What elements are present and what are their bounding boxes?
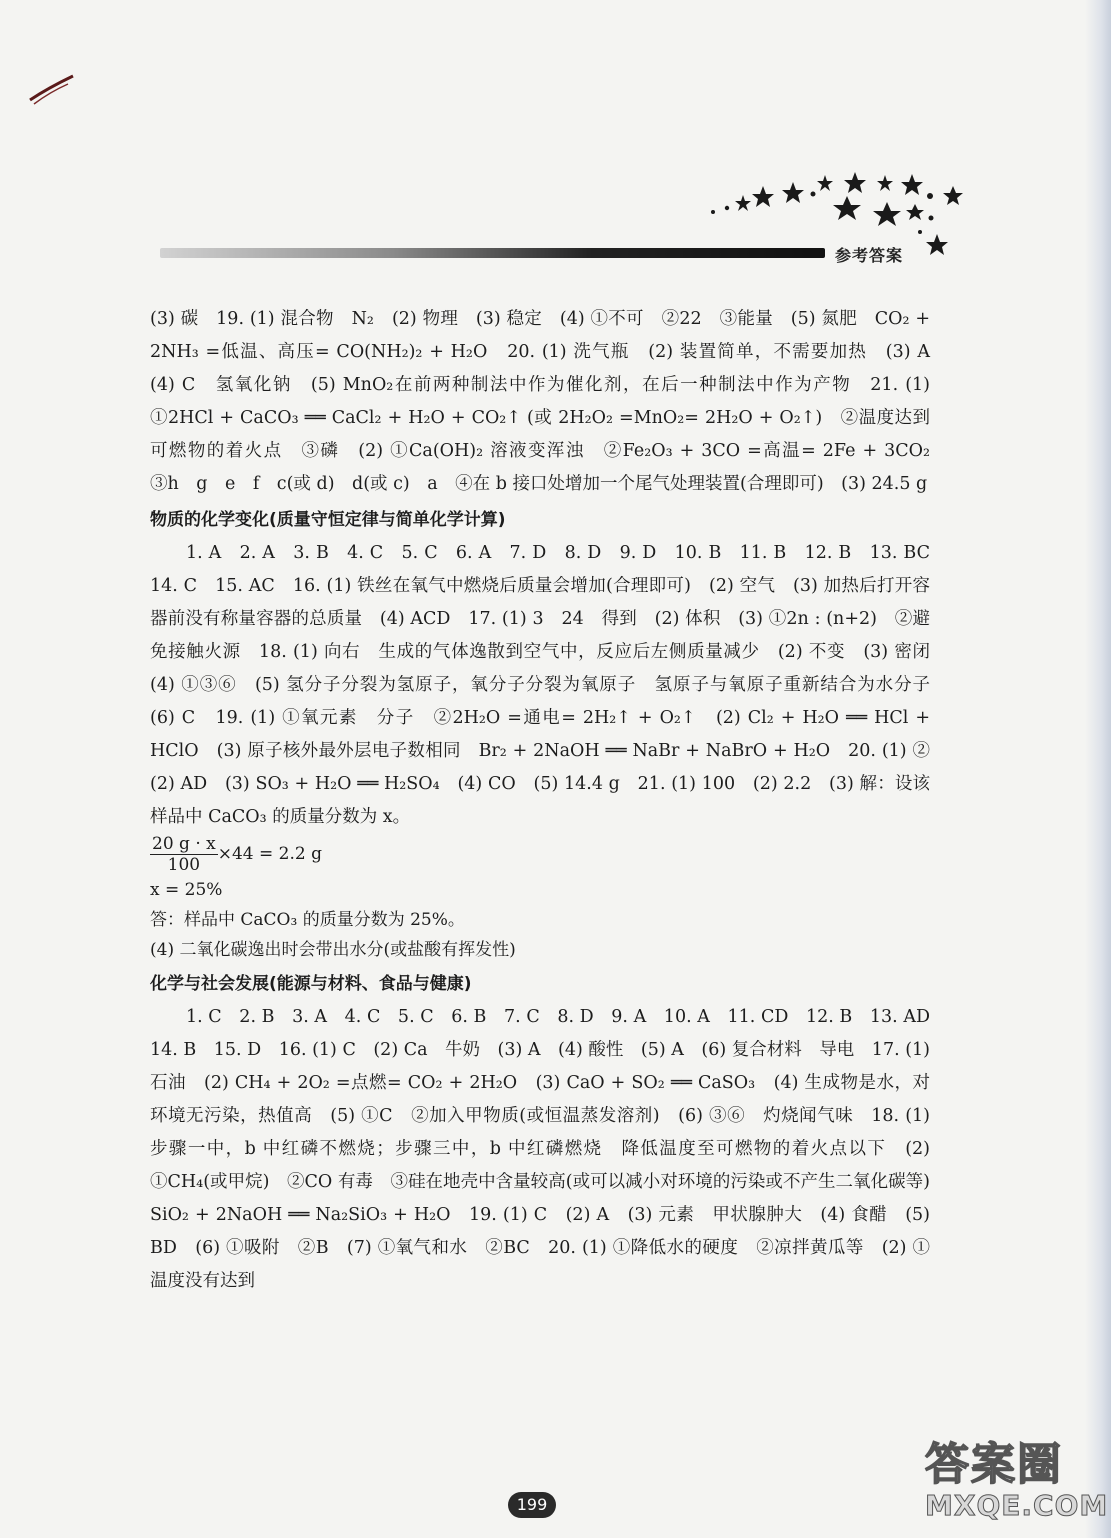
page-number: 199 bbox=[508, 1492, 556, 1518]
watermark bbox=[925, 1439, 1109, 1530]
calculation-line bbox=[150, 834, 930, 875]
watermark-logo: 答案圈 bbox=[925, 1439, 1063, 1490]
fraction-denominator: 100 bbox=[167, 855, 201, 875]
header-title: 参考答案 bbox=[835, 246, 904, 265]
section-heading: 化学与社会发展(能源与材料、食品与健康) bbox=[150, 974, 472, 994]
fraction-numerator: 20 g · x bbox=[152, 834, 216, 854]
calculation-answer: 答：样品中 CaCO₃ 的质量分数为 25%。 bbox=[150, 910, 465, 930]
header-rule bbox=[160, 248, 825, 258]
answer-content bbox=[150, 303, 948, 1298]
section-heading: 物质的化学变化(质量守恒定律与简单化学计算) bbox=[150, 510, 506, 530]
page-edge bbox=[1085, 0, 1111, 1538]
calculation-result: x = 25% bbox=[150, 880, 223, 900]
fraction bbox=[150, 834, 218, 875]
watermark-url: MXQE.COM bbox=[925, 1489, 1109, 1522]
calculation-rest: ×44 = 2.2 g bbox=[217, 844, 322, 864]
answer-paragraph: 1. A 2. A 3. B 4. C 5. C 6. A 7. D 8. D 9. D 10. B 11. B 12. B 13. BC 14. C 15. AC 16. (1) 铁丝在氧气中燃烧后质量会增加(合理即可) (2) 空气 (3) 加热后打开容器前没有称量容器的总质量 (4) ACD 17. (1) 3 24 得到 (2) 体积 (3) ①2n : (n+2) ②避免接触火源 18. (1) 向右 生成的气体逸散到空气中，反应后左侧质量减少 (2) 不变 (3) 密闭 (4) ①③⑥ (5) 氢分子分裂为氢原子，氧分子分裂为氧原子 氢原子与氧原子重新结合为水分子 (6) C 19. (1) ①氧元素 分子 ②2H₂O =通电= 2H₂↑ + O₂↑ (2) Cl₂ + H₂O ══ HCl + HClO (3) 原子核外最外层电子数相同 Br₂ + 2NaOH ══ NaBr + NaBrO + H₂O 20. (1) ② (2) AD (3) SO₃ + H₂O ══ H₂SO₄ (4) CO (5) 14.4 g 21. (1) 100 (2) 2.2 (3) 解：设该样品中 CaCO₃ 的质量分数为 x。 bbox=[150, 543, 948, 827]
corner-ink-mark bbox=[28, 70, 88, 110]
answer-paragraph: (3) 碳 19. (1) 混合物 N₂ (2) 物理 (3) 稳定 (4) ①不可 ②22 ③能量 (5) 氮肥 CO₂ + 2NH₃ =低温、高压= CO(NH₂)₂ + H₂O 20. (1) 洗气瓶 (2) 装置简单，不需要加热 (3) A (4) C 氢氧化钠 (5) MnO₂在前两种制法中作为催化剂，在后一种制法中作为产物 21. (1) ①2HCl + CaCO₃ ══ CaCl₂ + H₂O + CO₂↑ (或 2H₂O₂ =MnO₂= 2H₂O + O₂↑) ②温度达到可燃物的着火点 ③磷 (2) ①Ca(OH)₂ 溶液变浑浊 ②Fe₂O₃ + 3CO =高温= 2Fe + 3CO₂ ③h g e f c(或 d) d(或 c) a ④在 b 接口处增加一个尾气处理装置(合理即可) (3) 24.5 g bbox=[150, 309, 948, 494]
answer-note: (4) 二氧化碳逸出时会带出水分(或盐酸有挥发性) bbox=[150, 940, 516, 960]
answer-paragraph: 1. C 2. B 3. A 4. C 5. C 6. B 7. C 8. D 9. A 10. A 11. CD 12. B 13. AD 14. B 15. D 16. (1) C (2) Ca 牛奶 (3) A (4) 酸性 (5) A (6) 复合材料 导电 17. (1) 石油 (2) CH₄ + 2O₂ =点燃= CO₂ + 2H₂O (3) CaO + SO₂ ══ CaSO₃ (4) 生成物是水，对环境无污染，热值高 (5) ①C ②加入甲物质(或恒温蒸发溶剂) (6) ③⑥ 灼烧闻气味 18. (1) 步骤一中，b 中红磷不燃烧；步骤三中，b 中红磷燃烧 降低温度至可燃物的着火点以下 (2) ①CH₄(或甲烷) ②CO 有毒 ③硅在地壳中含量较高(或可以减小对环境的污染或不产生二氧化碳等) SiO₂ + 2NaOH ══ Na₂SiO₃ + H₂O 19. (1) C (2) A (3) 元素 甲状腺肿大 (4) 食醋 (5) BD (6) ①吸附 ②B (7) ①氧气和水 ②BC 20. (1) ①降低水的硬度 ②凉拌黄瓜等 (2) ①温度没有达到 bbox=[150, 1007, 948, 1291]
